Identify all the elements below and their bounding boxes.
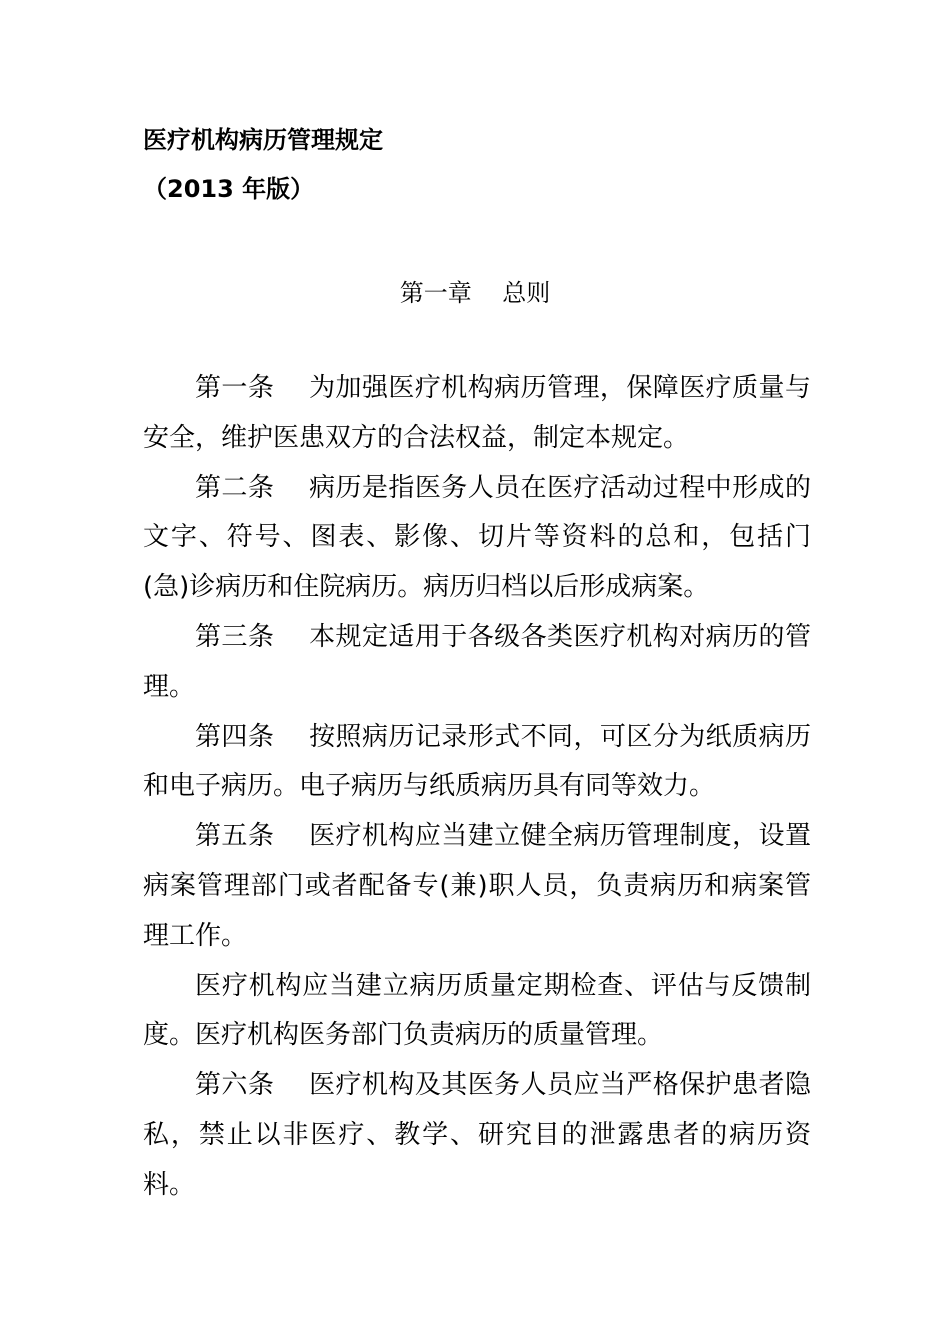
- article-6-label: 第六条: [195, 1070, 275, 1101]
- article-3-text: 本规定适用于各级各类医疗机构对病历的管理。: [143, 621, 811, 702]
- article-4-paragraph: [143, 713, 811, 813]
- document-subtitle: （2013 年版）: [143, 175, 315, 203]
- article-6-paragraph: [143, 1061, 811, 1210]
- article-4-text: 按照病历记录形式不同，可区分为纸质病历和电子病历。电子病历与纸质病历具有同等效力。: [143, 721, 811, 802]
- article-5-paragraph: [143, 812, 811, 961]
- article-3-label: 第三条: [195, 621, 275, 652]
- article-5-continuation-paragraph: [143, 962, 811, 1062]
- document-body: [143, 364, 811, 1211]
- article-1-text: 为加强医疗机构病历管理，保障医疗质量与安全，维护医患双方的合法权益，制定本规定。: [143, 373, 811, 453]
- article-1-label: 第一条: [195, 373, 275, 403]
- article-1-paragraph: [143, 364, 811, 464]
- article-5-label: 第五条: [195, 821, 275, 852]
- document-title: 医疗机构病历管理规定: [143, 126, 383, 154]
- article-6-text: 医疗机构及其医务人员应当严格保护患者隐私，禁止以非医疗、教学、研究目的泄露患者的病历资料。: [143, 1070, 811, 1200]
- article-2-label: 第二条: [195, 472, 275, 503]
- article-2-paragraph: [143, 464, 811, 613]
- chapter-heading: 第一章 总则: [399, 279, 551, 307]
- article-5-text: 医疗机构应当建立健全病历管理制度，设置病案管理部门或者配备专(兼)职人员，负责病历和病案管理工作。: [143, 821, 811, 951]
- article-2-text: 病历是指医务人员在医疗活动过程中形成的文字、符号、图表、影像、切片等资料的总和，包括门(急)诊病历和住院病历。病历归档以后形成病案。: [143, 472, 811, 603]
- article-3-paragraph: [143, 613, 811, 713]
- article-5-continuation-text: 医疗机构应当建立病历质量定期检查、评估与反馈制度。医疗机构医务部门负责病历的质量管理。: [143, 970, 811, 1051]
- article-4-label: 第四条: [195, 721, 275, 752]
